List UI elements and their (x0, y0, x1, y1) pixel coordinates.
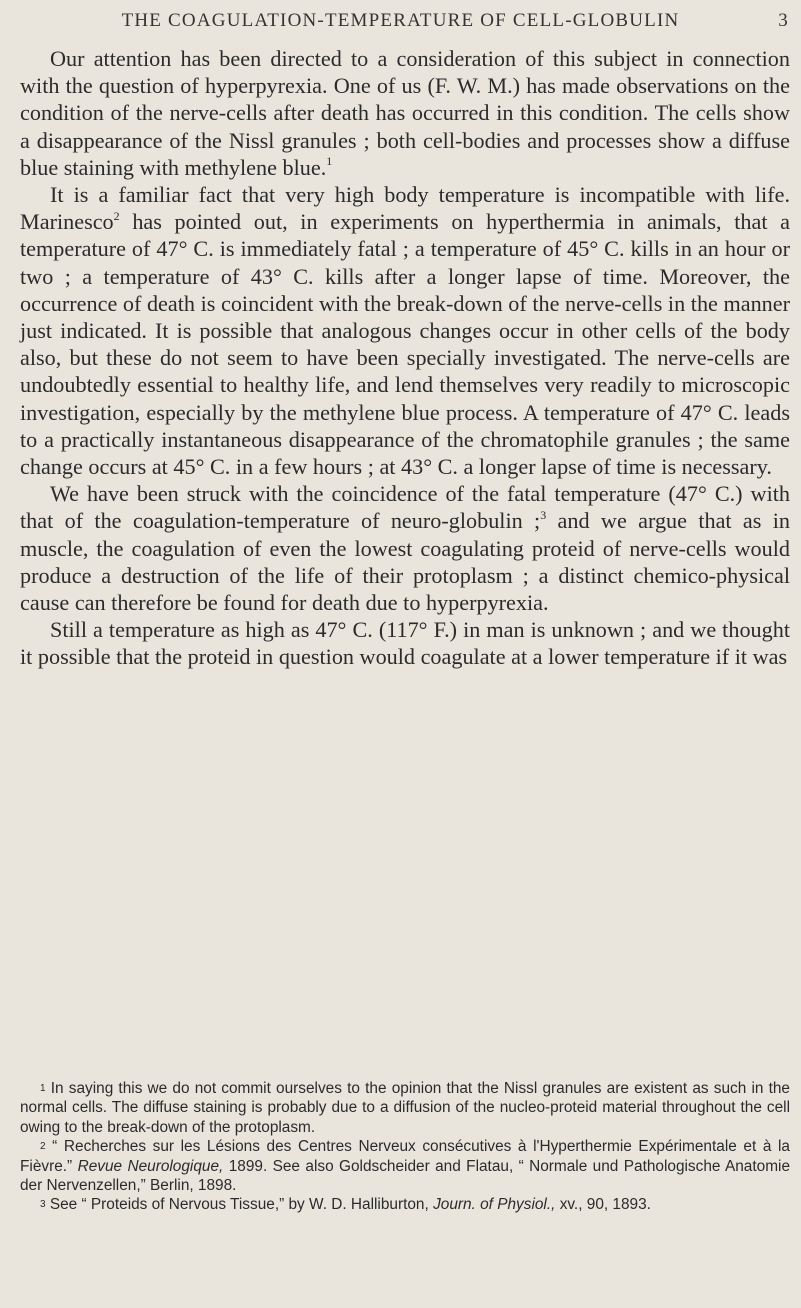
footnote-ref: 2 (113, 208, 120, 223)
paragraph-text: and we argue that as in muscle, the coagulation of even the lowest coagulating proteid of nerve-cells would produce a destruction of the life of their protoplasm ; a distinct chemico-physical cause can therefore be found for death due to hyperpyrexia. (20, 508, 790, 616)
paragraph-text: It is a familiar fact that very high body temperature is incompatible with life. Marinesco (20, 182, 790, 235)
footnote-text: In saying this we do not commit ourselves to the opinion that the Nissl granules are existent as such in the normal cells. The diffuse staining is probably due to a diffusion of the nucleo-proteid material throughout the cell owing to the break-down of the protoplasm. (20, 1080, 790, 1136)
footnote-text: “ Recherches sur les Lésions des Centres Nerveux consécutives à l'Hyperthermie Expérimentale et à la Fièvre.” (20, 1138, 790, 1175)
running-head (0, 6, 801, 38)
paragraph-text: has pointed out, in experiments on hyperthermia in animals, that a temperature of 47° C. is immediately fatal ; a temperature of 45° C. kills in an hour or two ; a temperature of 43° C. kills after a longer lapse of time. Moreover, the occurrence of death is coincident with the break-down of the nerve-cells in the manner just indicated. It is possible that analogous changes occur in other cells of the body also, but these do not seem to have been specially investigated. The nerve-cells are undoubtedly essential to healthy life, and lend themselves very readily to microscopic investigation, especially by the methylene blue process. A temperature of 47° C. leads to a practically instantaneous disappearance of the chromatophile granules ; the same change occurs at 45° C. in a few hours ; at 43° C. a longer lapse of time is necessary. (20, 209, 790, 480)
footnote-mark: 1 (40, 1083, 46, 1094)
footnote-mark: 3 (40, 1199, 46, 1211)
footnote-text: xv., 90, 1893. (559, 1196, 651, 1214)
journal-title: Journ. of Physiol., (433, 1196, 556, 1214)
paragraph-text: Still a temperature as high as 47° C. (117° F.) in man is unknown ; and we thought it possible that the proteid in question would coagulate at a lower temperature if it was (20, 617, 790, 670)
paragraph (20, 45, 790, 181)
paragraph (20, 181, 790, 480)
footnote-mark: 2 (40, 1141, 46, 1153)
page-number: 3 (778, 10, 789, 31)
footnote (20, 1137, 790, 1195)
footnote-text: See “ Proteids of Nervous Tissue,” by W. D. Halliburton, (49, 1196, 429, 1214)
footnotes (20, 1079, 790, 1215)
running-head-title: THE COAGULATION-TEMPERATURE OF CELL-GLOBULIN (121, 10, 680, 31)
footnote (20, 1195, 790, 1214)
paragraph-text: Our attention has been directed to a consideration of this subject in connection with the question of hyperpyrexia. One of us (F. W. M.) has made observations on the condition of the nerve-cells after death has occurred in this condition. The cells show a disappearance of the Nissl granules ; both cell-bodies and processes show a diffuse blue staining with methylene blue. (20, 46, 790, 180)
journal-title: Revue Neurologique, (77, 1157, 224, 1175)
paragraph (20, 616, 790, 670)
footnote-ref: 1 (326, 154, 333, 169)
footnote (20, 1079, 790, 1137)
body-text (20, 45, 790, 671)
footnote-text: 1899. See also Goldscheider and Flatau, “ Normale und Pathologische Anatomie der Nervenzellen,” Berlin, 1898. (20, 1157, 791, 1195)
paragraph (20, 480, 790, 616)
paragraph-text: We have been struck with the coincidence of the fatal temperature (47° C.) with that of the coagulation-temperature of neuro-globulin ; (20, 481, 790, 534)
footnote-ref: 3 (540, 508, 547, 523)
